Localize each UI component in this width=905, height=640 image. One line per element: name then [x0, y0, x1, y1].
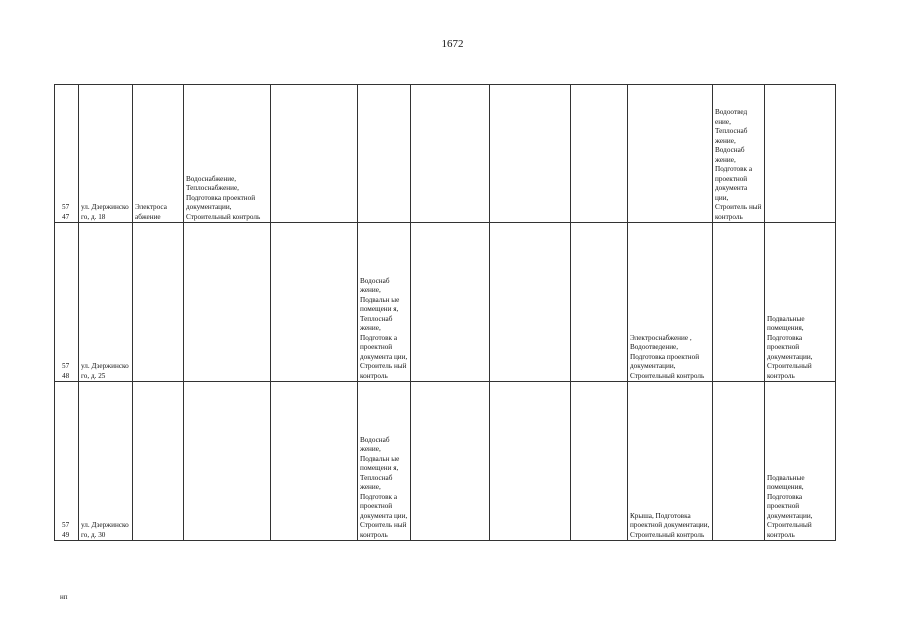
table-cell: [571, 85, 628, 223]
table-cell: [271, 382, 358, 541]
table-cell: [490, 382, 571, 541]
table-cell: [133, 223, 184, 382]
table-cell: Подвальные помещения, Подготовка проектной документации, Строительный контроль: [765, 223, 836, 382]
table-cell: Водоснабжение, Теплоснабжение, Подготовка проектной документации, Строительный контроль: [184, 85, 271, 223]
table-cell: [411, 85, 490, 223]
table-cell: Электроснабжение , Водоотведение, Подготовка проектной документации, Строительный контроль: [628, 223, 713, 382]
table-cell: [765, 85, 836, 223]
table-cell: [571, 223, 628, 382]
table-cell: [490, 85, 571, 223]
table-cell: Водоснаб жение, Подвальн ые помещени я, Теплоснаб жение, Подготовк а проектной документа ции, Строитель ный контроль: [358, 382, 411, 541]
address-cell: ул. Дзержинско го, д. 30: [79, 382, 133, 541]
row-number-cell: 57 48: [55, 223, 79, 382]
table-cell: Водоотвед ение, Теплоснаб жение, Водоснаб жение, Подготовк а проектной документа ции, Строитель ный контроль: [713, 85, 765, 223]
table-cell: Водоснаб жение, Подвальн ые помещени я, Теплоснаб жение, Подготовк а проектной документа ции, Строитель ный контроль: [358, 223, 411, 382]
table-cell: [271, 223, 358, 382]
row-number-cell: 57 47: [55, 85, 79, 223]
table-cell: [490, 223, 571, 382]
row-number-cell: 57 49: [55, 382, 79, 541]
table-cell: [411, 223, 490, 382]
table-cell: [271, 85, 358, 223]
table-cell: [713, 223, 765, 382]
table-cell: [184, 223, 271, 382]
address-cell: ул. Дзержинско го, д. 25: [79, 223, 133, 382]
table-cell: [713, 382, 765, 541]
table-cell: [628, 85, 713, 223]
footer-mark: нп: [60, 593, 68, 601]
table-cell: Подвальные помещения, Подготовка проектной документации, Строительный контроль: [765, 382, 836, 541]
table-row: [55, 85, 836, 223]
table-cell: [184, 382, 271, 541]
table-cell: [411, 382, 490, 541]
works-table: [54, 84, 836, 541]
table-cell: Электроса абжение: [133, 85, 184, 223]
table-cell: Крыша, Подготовка проектной документации, Строительный контроль: [628, 382, 713, 541]
table-cell: [358, 85, 411, 223]
table-cell: [571, 382, 628, 541]
table-cell: [133, 382, 184, 541]
table-row: [55, 223, 836, 382]
address-cell: ул. Дзержинско го, д. 18: [79, 85, 133, 223]
page-number: 1672: [441, 38, 464, 50]
table-row: [55, 382, 836, 541]
